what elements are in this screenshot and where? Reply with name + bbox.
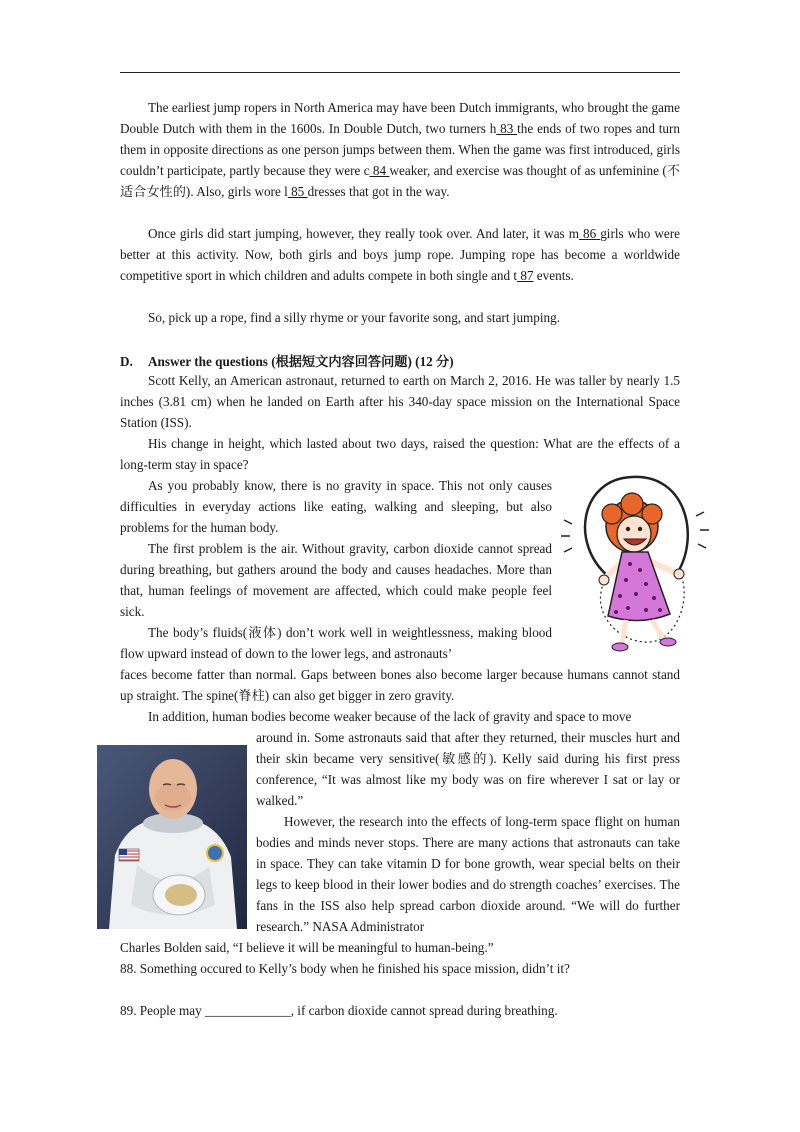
question-88: 88. Something occured to Kelly’s body when he finished his space mission, didn’t it?	[120, 961, 570, 976]
section-d-paragraph-6a: In addition, human bodies become weaker because of the lack of gravity and space to move	[148, 709, 632, 724]
header-rule	[120, 72, 680, 73]
section-d-paragraph-7b: Charles Bolden said, “I believe it will be meaningful to human-being.”	[120, 940, 494, 955]
blank-87[interactable]: 87	[517, 268, 534, 283]
jump-rope-girl-illustration	[560, 474, 710, 664]
passage-paragraph-3: So, pick up a rope, find a silly rhyme or your favorite song, and start jumping.	[148, 310, 561, 325]
blank-83[interactable]: 83	[496, 121, 518, 136]
section-d-paragraph-1: Scott Kelly, an American astronaut, returned to earth on March 2, 2016. He was taller by nearly 1.5 inches (3.81 cm) when he landed on Earth after his 340-day space mission on the International Space Station (ISS).	[120, 373, 680, 430]
passage-paragraph-1: The earliest jump ropers in North America may have been Dutch immigrants, who brought the game Double Dutch with them in the 1600s. In Double Dutch, two turners h 83 the ends of two ropes and turn them in opposite directions as one person jumps between them. When the game was first introduced, girls couldn’t participate, partly because they were c 84 weaker, and exercise was thought of as unfeminine (不适合女性的). Also, girls wore l 85 dresses that got in the way.	[120, 100, 680, 199]
section-d-paragraph-5a: The body’s fluids(液体) don’t work well in weightlessness, making blood flow upward instead of down to the lower legs, and astronauts’	[120, 625, 552, 661]
blank-84[interactable]: 84	[369, 163, 390, 178]
section-d-paragraph-7a: However, the research into the effects of long-term space flight on human bodies and minds never stops. There are many actions that astronauts can take in space. They can take vitamin D for bone growth, wear special belts on their legs to keep blood in their lower bodies and do strength coaches’ exercises. The fans in the ISS also help spread carbon dioxide around. “We will do further research.” NASA Administrator	[256, 814, 680, 934]
blank-85[interactable]: 85	[287, 184, 308, 199]
section-d-paragraph-5b: faces become fatter than normal. Gaps between bones also become larger because humans cannot stand up straight. The spine(脊柱) can also get bigger in zero gravity.	[120, 667, 680, 703]
section-d-paragraph-3: As you probably know, there is no gravity in space. This not only causes difficulties in everyday actions like eating, walking and sleeping, but also problems for the human body.	[120, 478, 552, 535]
section-d-paragraph-6b: around in. Some astronauts said that after they returned, their muscles hurt and their skin became very sensitive(敏感的). Kelly said during his first press conference, “It was almost like my body was on fire wherever I sat or lay or walked.”	[256, 730, 680, 808]
blank-86[interactable]: 86	[578, 226, 601, 241]
section-d-paragraph-2: His change in height, which lasted about two days, raised the question: What are the effects of a long-term stay in space?	[120, 436, 680, 472]
section-d-paragraph-4: The first problem is the air. Without gravity, carbon dioxide cannot spread during breathing, but gathers around the body and causes headaches. More than that, human feelings of movement are affected, which could make people feel sick.	[120, 541, 552, 619]
astronaut-photo	[97, 745, 247, 929]
passage-paragraph-2: Once girls did start jumping, however, they really took over. And later, it was m 86 girls who were better at this activity. Now, both girls and boys jump rope. Jumping rope has become a worldwide competitive sport in which children and adults compete in both single and t 87 events.	[120, 226, 681, 283]
question-89: 89. People may _____________, if carbon dioxide cannot spread during breathing.	[120, 1003, 558, 1018]
section-heading: D. Answer the questions (根据短文内容回答问题) (12 分)	[120, 354, 454, 369]
